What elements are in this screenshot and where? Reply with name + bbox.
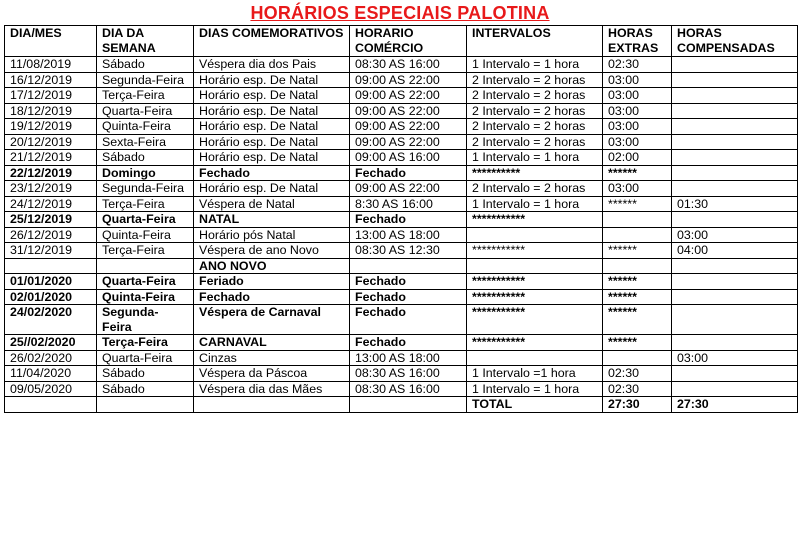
table-row (5, 289, 798, 305)
cell-horario-comercio: 09:00 AS 22:00 (350, 134, 467, 150)
cell-intervalo: *********** (467, 243, 603, 259)
cell-horario-comercio: Fechado (350, 165, 467, 181)
cell-horas-extras: 02:30 (603, 57, 672, 73)
cell-horas-compensadas (672, 381, 798, 397)
table-row (5, 181, 798, 197)
cell-horas-extras (603, 212, 672, 228)
cell-horas-compensadas (672, 165, 798, 181)
table-row (5, 72, 798, 88)
table-row (5, 88, 798, 104)
cell-horas-compensadas: 03:00 (672, 227, 798, 243)
cell-dia-semana (97, 258, 194, 274)
cell-horas-extras: ****** (603, 305, 672, 335)
cell-dia-semana: Quarta-Feira (97, 274, 194, 290)
cell-intervalo: 2 Intervalo = 2 horas (467, 134, 603, 150)
cell-dia-semana: Segunda-Feira (97, 72, 194, 88)
cell-dia-comemorativo: Véspera dia dos Pais (194, 57, 350, 73)
cell-dia-semana: Sábado (97, 381, 194, 397)
cell-dia-semana: Terça-Feira (97, 88, 194, 104)
cell-horas-extras: ****** (603, 165, 672, 181)
cell-dia-semana: Sábado (97, 150, 194, 166)
cell-horas-compensadas (672, 57, 798, 73)
cell-dia-semana: Quinta-Feira (97, 119, 194, 135)
cell-dia-mes: 24/12/2019 (5, 196, 97, 212)
cell-horas-extras (603, 258, 672, 274)
header-horas-compensadas: HORAS COMPENSADAS (672, 26, 798, 57)
cell-dia-mes (5, 258, 97, 274)
cell-dia-mes: 25//02/2020 (5, 335, 97, 351)
header-horario-comercio: HORARIO COMÉRCIO (350, 26, 467, 57)
cell-dia-mes: 19/12/2019 (5, 119, 97, 135)
cell-horas-extras: ****** (603, 196, 672, 212)
total-horas-extras: 27:30 (603, 397, 672, 413)
cell-dia-comemorativo: NATAL (194, 212, 350, 228)
cell-dia-semana: Segunda-Feira (97, 305, 194, 335)
cell-intervalo: 2 Intervalo = 2 horas (467, 181, 603, 197)
cell-horas-compensadas (672, 103, 798, 119)
header-dia-semana: DIA DA SEMANA (97, 26, 194, 57)
cell-intervalo: *********** (467, 274, 603, 290)
cell-horario-comercio: 09:00 AS 22:00 (350, 103, 467, 119)
cell-intervalo: 2 Intervalo = 2 horas (467, 88, 603, 104)
total-row (5, 397, 798, 413)
cell-intervalo: 1 Intervalo = 1 hora (467, 150, 603, 166)
cell-dia-semana: Quinta-Feira (97, 289, 194, 305)
cell-horas-compensadas (672, 119, 798, 135)
cell-horario-comercio: Fechado (350, 335, 467, 351)
cell-dia-comemorativo: Fechado (194, 289, 350, 305)
cell-dia-comemorativo: Feriado (194, 274, 350, 290)
cell-dia-semana: Quarta-Feira (97, 350, 194, 366)
cell-horas-compensadas (672, 150, 798, 166)
cell-intervalo: 1 Intervalo = 1 hora (467, 57, 603, 73)
table-row (5, 274, 798, 290)
cell-dia-comemorativo: Véspera de ano Novo (194, 243, 350, 259)
cell-horas-extras: ****** (603, 274, 672, 290)
cell-horario-comercio: 09:00 AS 22:00 (350, 181, 467, 197)
cell-intervalo: 1 Intervalo = 1 hora (467, 381, 603, 397)
cell-horario-comercio: 13:00 AS 18:00 (350, 227, 467, 243)
cell-dia-mes: 24/02/2020 (5, 305, 97, 335)
cell-dia-comemorativo: CARNAVAL (194, 335, 350, 351)
cell-horario-comercio: 08:30 AS 16:00 (350, 57, 467, 73)
cell-dia-comemorativo: Véspera da Páscoa (194, 366, 350, 382)
cell-dia-semana: Domingo (97, 165, 194, 181)
cell-horario-comercio: 13:00 AS 18:00 (350, 350, 467, 366)
cell-dia-comemorativo: Horário esp. De Natal (194, 103, 350, 119)
cell-dia-comemorativo: Véspera de Carnaval (194, 305, 350, 335)
cell-intervalo: 1 Intervalo = 1 hora (467, 196, 603, 212)
cell-dia-semana: Sábado (97, 57, 194, 73)
table-row (5, 350, 798, 366)
cell-dia-comemorativo: Fechado (194, 165, 350, 181)
cell-horario-comercio: 09:00 AS 22:00 (350, 72, 467, 88)
cell-intervalo: ********** (467, 165, 603, 181)
cell-dia-mes: 11/08/2019 (5, 57, 97, 73)
table-cell (194, 397, 350, 413)
cell-intervalo (467, 227, 603, 243)
cell-dia-comemorativo: Horário esp. De Natal (194, 72, 350, 88)
table-cell (5, 397, 97, 413)
cell-horas-extras: 03:00 (603, 119, 672, 135)
cell-horas-extras: 02:00 (603, 150, 672, 166)
cell-horario-comercio: 08:30 AS 16:00 (350, 381, 467, 397)
cell-dia-comemorativo: ANO NOVO (194, 258, 350, 274)
cell-dia-comemorativo: Véspera dia das Mães (194, 381, 350, 397)
header-dia-mes: DIA/MES (5, 26, 97, 57)
cell-horas-compensadas: 01:30 (672, 196, 798, 212)
cell-dia-semana: Terça-Feira (97, 243, 194, 259)
page-title: HORÁRIOS ESPECIAIS PALOTINA (250, 3, 550, 23)
cell-intervalo: 2 Intervalo = 2 horas (467, 72, 603, 88)
table-row (5, 212, 798, 228)
header-horas-extras: HORAS EXTRAS (603, 26, 672, 57)
cell-dia-mes: 16/12/2019 (5, 72, 97, 88)
total-horas-compensadas: 27:30 (672, 397, 798, 413)
cell-dia-semana: Sexta-Feira (97, 134, 194, 150)
table-cell (350, 397, 467, 413)
cell-horas-extras: 02:30 (603, 366, 672, 382)
cell-horas-compensadas (672, 335, 798, 351)
cell-dia-mes: 09/05/2020 (5, 381, 97, 397)
total-label: TOTAL (467, 397, 603, 413)
cell-intervalo (467, 258, 603, 274)
cell-dia-mes: 20/12/2019 (5, 134, 97, 150)
cell-horas-compensadas (672, 305, 798, 335)
table-row (5, 227, 798, 243)
cell-horas-extras (603, 350, 672, 366)
header-dias-comemorativos: DIAS COMEMORATIVOS (194, 26, 350, 57)
cell-horas-compensadas (672, 258, 798, 274)
cell-dia-comemorativo: Véspera de Natal (194, 196, 350, 212)
cell-horas-extras: 03:00 (603, 88, 672, 104)
cell-dia-semana: Quarta-Feira (97, 212, 194, 228)
cell-dia-mes: 25/12/2019 (5, 212, 97, 228)
cell-dia-comemorativo: Cinzas (194, 350, 350, 366)
cell-intervalo: *********** (467, 212, 603, 228)
cell-dia-semana: Terça-Feira (97, 196, 194, 212)
cell-dia-mes: 02/01/2020 (5, 289, 97, 305)
cell-horas-compensadas (672, 289, 798, 305)
cell-horas-compensadas (672, 181, 798, 197)
cell-dia-comemorativo: Horário esp. De Natal (194, 119, 350, 135)
table-row (5, 305, 798, 335)
cell-horas-extras: ****** (603, 243, 672, 259)
cell-dia-comemorativo: Horário pós Natal (194, 227, 350, 243)
table-row (5, 258, 798, 274)
cell-horario-comercio: Fechado (350, 289, 467, 305)
cell-dia-mes: 01/01/2020 (5, 274, 97, 290)
cell-dia-mes: 17/12/2019 (5, 88, 97, 104)
table-row (5, 165, 798, 181)
cell-dia-mes: 22/12/2019 (5, 165, 97, 181)
cell-horario-comercio: Fechado (350, 212, 467, 228)
cell-horas-extras (603, 227, 672, 243)
cell-horario-comercio: Fechado (350, 274, 467, 290)
cell-intervalo: 1 Intervalo =1 hora (467, 366, 603, 382)
cell-dia-mes: 18/12/2019 (5, 103, 97, 119)
cell-horas-compensadas (672, 366, 798, 382)
table-row (5, 103, 798, 119)
cell-intervalo: *********** (467, 289, 603, 305)
cell-horario-comercio: Fechado (350, 305, 467, 335)
table-row (5, 196, 798, 212)
cell-dia-mes: 26/12/2019 (5, 227, 97, 243)
cell-intervalo: *********** (467, 305, 603, 335)
cell-horario-comercio: 08:30 AS 12:30 (350, 243, 467, 259)
cell-intervalo: *********** (467, 335, 603, 351)
cell-horario-comercio (350, 258, 467, 274)
cell-horas-compensadas (672, 212, 798, 228)
cell-horas-extras: 03:00 (603, 72, 672, 88)
cell-horario-comercio: 08:30 AS 16:00 (350, 366, 467, 382)
cell-horas-extras: 03:00 (603, 181, 672, 197)
cell-horario-comercio: 09:00 AS 16:00 (350, 150, 467, 166)
cell-horas-compensadas (672, 72, 798, 88)
cell-dia-semana: Sábado (97, 366, 194, 382)
table-row (5, 243, 798, 259)
cell-horas-extras: 02:30 (603, 381, 672, 397)
cell-dia-comemorativo: Horário esp. De Natal (194, 181, 350, 197)
table-row (5, 381, 798, 397)
cell-dia-semana: Segunda-Feira (97, 181, 194, 197)
cell-horario-comercio: 8:30 AS 16:00 (350, 196, 467, 212)
table-row (5, 366, 798, 382)
cell-dia-comemorativo: Horário esp. De Natal (194, 88, 350, 104)
table-row (5, 57, 798, 73)
cell-dia-comemorativo: Horário esp. De Natal (194, 134, 350, 150)
cell-dia-mes: 11/04/2020 (5, 366, 97, 382)
cell-horas-compensadas: 03:00 (672, 350, 798, 366)
header-row (5, 26, 798, 57)
cell-horas-compensadas (672, 274, 798, 290)
cell-dia-mes: 26/02/2020 (5, 350, 97, 366)
cell-horas-compensadas (672, 134, 798, 150)
cell-dia-semana: Quinta-Feira (97, 227, 194, 243)
cell-dia-mes: 31/12/2019 (5, 243, 97, 259)
cell-dia-mes: 21/12/2019 (5, 150, 97, 166)
schedule-table (4, 25, 798, 413)
table-row (5, 150, 798, 166)
table-row (5, 119, 798, 135)
cell-intervalo (467, 350, 603, 366)
cell-intervalo: 2 Intervalo = 2 horas (467, 103, 603, 119)
cell-dia-semana: Quarta-Feira (97, 103, 194, 119)
cell-horas-extras: 03:00 (603, 134, 672, 150)
cell-horario-comercio: 09:00 AS 22:00 (350, 119, 467, 135)
cell-horas-compensadas (672, 88, 798, 104)
cell-horas-extras: 03:00 (603, 103, 672, 119)
cell-dia-comemorativo: Horário esp. De Natal (194, 150, 350, 166)
cell-horas-extras: ****** (603, 289, 672, 305)
cell-horas-extras: ****** (603, 335, 672, 351)
table-cell (97, 397, 194, 413)
cell-horario-comercio: 09:00 AS 22:00 (350, 88, 467, 104)
table-row (5, 335, 798, 351)
cell-dia-semana: Terça-Feira (97, 335, 194, 351)
cell-intervalo: 2 Intervalo = 2 horas (467, 119, 603, 135)
header-intervalos: INTERVALOS (467, 26, 603, 57)
table-row (5, 134, 798, 150)
cell-dia-mes: 23/12/2019 (5, 181, 97, 197)
cell-horas-compensadas: 04:00 (672, 243, 798, 259)
